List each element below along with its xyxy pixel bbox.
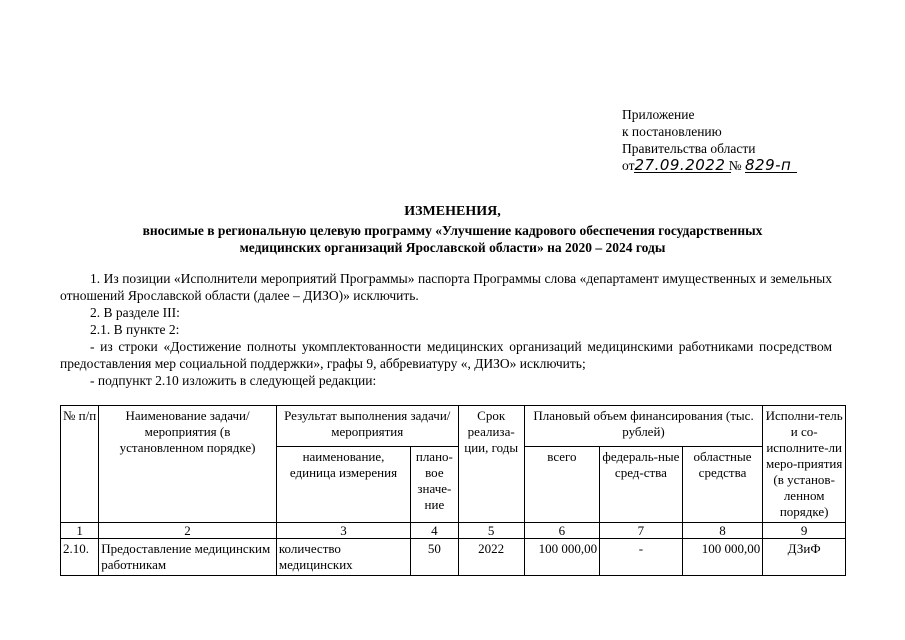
row-name: Предоставление медицинским работникам (99, 539, 277, 576)
header-num: № п/п (61, 406, 99, 523)
document-subtitle (60, 222, 845, 256)
header-term: Срок реализа-ции, годы (458, 406, 524, 523)
column-number: 2 (99, 523, 277, 539)
date-value: 27.09.2022 (634, 156, 726, 174)
header-result: Результат выполнения задачи/мероприятия (276, 406, 458, 447)
header-result-plan: плано-вое значе-ние (411, 446, 459, 522)
column-number: 4 (411, 523, 459, 539)
number-prefix: № (728, 158, 742, 173)
appendix-date-line (622, 157, 791, 174)
row-result-name: количество медицинских (276, 539, 410, 576)
program-table (60, 405, 846, 576)
row-plan: 50 (411, 539, 459, 576)
row-regional: 100 000,00 (682, 539, 763, 576)
appendix-line-3: Правительства области (622, 141, 756, 156)
header-result-name: наименование, единица измерения (276, 446, 410, 522)
column-numbers-row (61, 523, 846, 539)
row-term: 2022 (458, 539, 524, 576)
row-executor: ДЗиФ (763, 539, 846, 576)
header-finance: Плановый объем финансирования (тыс. рублей) (524, 406, 763, 447)
header-executor: Исполни-тель и со-исполните-ли меро-приятия (в установ-ленном порядке) (763, 406, 846, 523)
column-number: 5 (458, 523, 524, 539)
appendix-line-1: Приложение (622, 107, 695, 122)
table-header-row-1 (61, 406, 846, 447)
date-prefix: от (622, 158, 635, 173)
column-number: 8 (682, 523, 763, 539)
header-regional: областные средства (682, 446, 763, 522)
document-title: ИЗМЕНЕНИЯ, (404, 204, 501, 219)
document-body (60, 270, 832, 389)
subtitle-line-2: медицинских организаций Ярославской области» на 2020 – 2024 годы (239, 240, 666, 255)
row-total: 100 000,00 (524, 539, 599, 576)
row-num: 2.10. (61, 539, 99, 576)
paragraph-2: 2. В разделе III: (90, 305, 180, 320)
column-number: 7 (600, 523, 683, 539)
column-number: 9 (763, 523, 846, 539)
appendix-line-2: к постановлению (622, 124, 722, 139)
paragraph-3: 2.1. В пункте 2: (90, 322, 180, 337)
paragraph-1: 1. Из позиции «Исполнители мероприятий Программы» паспорта Программы слова «департамент имущественных и земельных отношений Ярославской области (далее – ДИЗО)» исключить. (60, 271, 832, 303)
column-number: 1 (61, 523, 99, 539)
number-value: 829-п (745, 156, 792, 174)
column-number: 3 (276, 523, 410, 539)
header-federal: федераль-ные сред-ства (600, 446, 683, 522)
appendix-block (622, 106, 791, 174)
paragraph-4: - из строки «Достижение полноты укомплектованности медицинских организаций медицинскими работниками посредством предоставления мер социальной поддержки», графы 9, аббревиатуру «, ДИЗО» исключить; (60, 339, 832, 371)
header-name: Наименование задачи/мероприятия (в установленном порядке) (99, 406, 277, 523)
paragraph-5: - подпункт 2.10 изложить в следующей редакции: (90, 373, 377, 388)
subtitle-line-1: вносимые в региональную целевую программу «Улучшение кадрового обеспечения государственных (142, 223, 763, 238)
column-number: 6 (524, 523, 599, 539)
header-total: всего (524, 446, 599, 522)
row-federal: - (600, 539, 683, 576)
table-row (61, 539, 846, 576)
